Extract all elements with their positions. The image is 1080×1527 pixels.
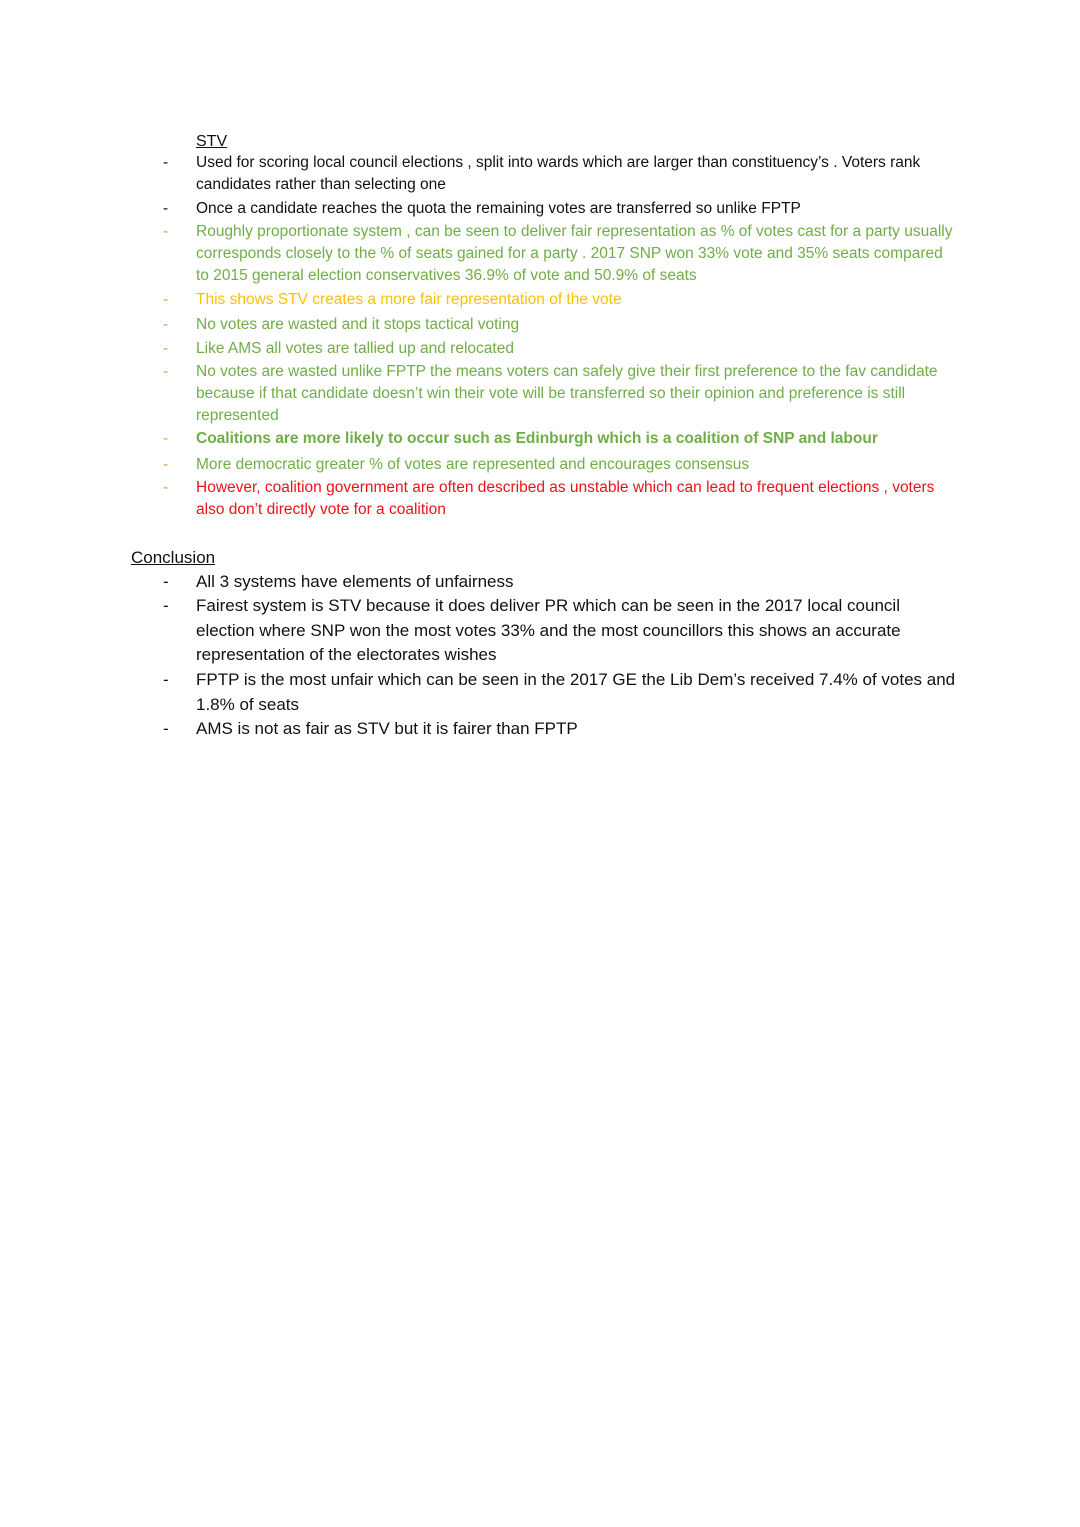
stv-item-8: More democratic greater % of votes are represented and encourages consensus bbox=[196, 456, 750, 473]
bullet-dash: - bbox=[163, 200, 169, 217]
bullet-dash: - bbox=[163, 670, 169, 689]
stv-heading: STV bbox=[196, 133, 228, 150]
bullet-dash: - bbox=[163, 363, 169, 380]
bullet-dash: - bbox=[163, 456, 169, 473]
bullet-dash: - bbox=[163, 154, 169, 171]
conclusion-item-0: All 3 systems have elements of unfairness bbox=[196, 572, 514, 591]
bullet-dash: - bbox=[163, 572, 169, 591]
bullet-dash: - bbox=[163, 340, 169, 357]
stv-item-1: Once a candidate reaches the quota the remaining votes are transferred so unlike FPTP bbox=[196, 200, 801, 217]
stv-item-4: No votes are wasted and it stops tactical voting bbox=[196, 316, 520, 333]
conclusion-item-1: Fairest system is STV because it does deliver PR which can be seen in the 2017 local council election where SNP won the most votes 33% and the most councillors this shows an accurate representation of the electorates wishes bbox=[196, 596, 901, 664]
stv-item-2: Roughly proportionate system , can be seen to deliver fair representation as % of votes cast for a party usually corresponds closely to the % of seats gained for a party . 2017 SNP won 33% vote and 35% seats compared to 2015 general election conservatives 36.9% of vote and 50.9% of seats bbox=[196, 223, 953, 284]
bullet-dash: - bbox=[163, 223, 169, 240]
conclusion-item-3: AMS is not as fair as STV but it is fairer than FPTP bbox=[196, 719, 578, 738]
bullet-dash: - bbox=[163, 596, 169, 615]
stv-item-7: Coalitions are more likely to occur such as Edinburgh which is a coalition of SNP and labour bbox=[196, 430, 878, 447]
bullet-dash: - bbox=[163, 479, 169, 496]
bullet-dash: - bbox=[163, 430, 169, 447]
stv-item-3: This shows STV creates a more fair representation of the vote bbox=[196, 291, 622, 308]
stv-item-6: No votes are wasted unlike FPTP the means voters can safely give their first preference to the fav candidate because if that candidate doesn’t win their vote will be transferred so their opinion and preference is still represented bbox=[196, 363, 938, 424]
conclusion-item-2: FPTP is the most unfair which can be seen in the 2017 GE the Lib Dem’s received 7.4% of votes and 1.8% of seats bbox=[196, 670, 956, 714]
stv-item-9: However, coalition government are often described as unstable which can lead to frequent elections , voters also don’t directly vote for a coalition bbox=[196, 479, 935, 518]
bullet-dash: - bbox=[163, 291, 169, 308]
bullet-dash: - bbox=[163, 316, 169, 333]
bullet-dash: - bbox=[163, 719, 169, 738]
stv-item-5: Like AMS all votes are tallied up and relocated bbox=[196, 340, 514, 357]
stv-item-0: Used for scoring local council elections , split into wards which are larger than constituency’s . Voters rank candidates rather than selecting one bbox=[196, 154, 921, 193]
conclusion-heading: Conclusion bbox=[131, 548, 216, 567]
